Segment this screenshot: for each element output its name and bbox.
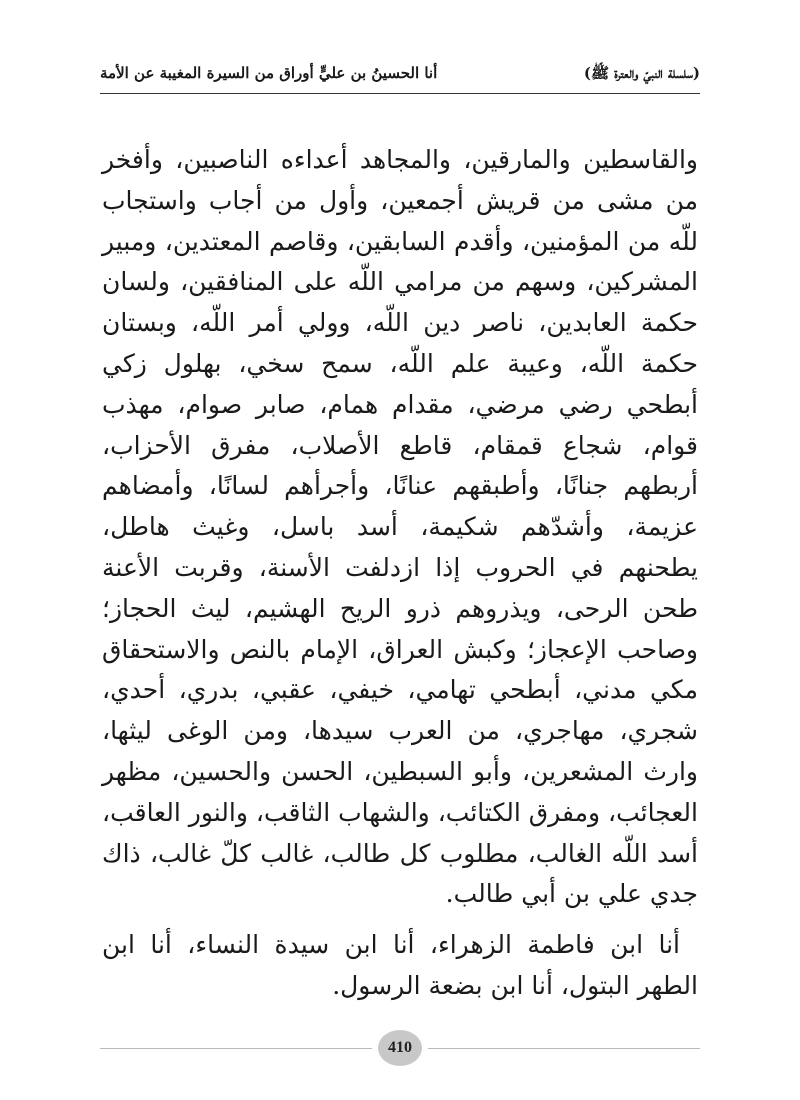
body-paragraph-2: أنا ابن فاطمة الزهراء، أنا ابن سيدة النساء، أنا ابن الطهر البتول، أنا ابن بضعة الرسول. xyxy=(102,930,698,1000)
header-divider xyxy=(100,93,700,94)
footer-divider-right xyxy=(428,1048,700,1049)
page-number-badge xyxy=(378,1030,422,1066)
body-paragraph-1: والقاسطين والمارقين، والمجاهد أعداءه الناصبين، وأفخر من مشى من قريش أجمعين، وأول من أجاب واستجاب للّه من المؤمنين، وأقدم السابقين، وقاصم المعتدين، ومبير المشركين، وسهم من مرامي اللّه على المنافقين، ولسان حكمة العابدين، ناصر دين اللّه، وولي أمر اللّه، وبستان حكمة اللّه، وعيبة علم اللّه، سمح سخي، بهلول زكي أبطحي رضي مرضي، مقدام همام، صابر صوام، مهذب قوام، شجاع قمقام، قاطع الأصلاب، مفرق الأحزاب، أربطهم جنانًا، وأطبقهم عنانًا، وأجرأهم لسانًا، وأمضاهم عزيمة، وأشدّهم شكيمة، أسد باسل، وغيث هاطل، يطحنهم في الحروب إذا ازدلفت الأسنة، وقربت الأعنة طحن الرحى، ويذروهم ذرو الريح الهشيم، ليث الحجاز؛ وصاحب الإعجاز؛ وكبش العراق، الإمام بالنص والاستحقاق مكي مدني، أبطحي تهامي، خيفي، عقبي، بدري، أحدي، شجري، مهاجري، من العرب سيدها، ومن الوغى ليثها، وارث المشعرين، وأبو السبطين، الحسن والحسين، مظهر العجائب، ومفرق الكتائب، والشهاب الثاقب، والنور العاقب، أسد اللّه الغالب، مطلوب كل طالب، غالب كلّ غالب، ذاك جدي علي بن أبي طالب. xyxy=(102,145,698,909)
page-number: 410 xyxy=(388,1039,412,1056)
series-title: (سلسلة النبيّ والعترة ﷺ) xyxy=(583,64,700,82)
book-title: أنا الحسينُ بن عليٍّ أوراق من السيرة المغيبة عن الأمة xyxy=(100,64,438,82)
page-body xyxy=(102,140,698,1007)
page-header xyxy=(100,52,700,92)
footer-divider-left xyxy=(100,1048,372,1049)
